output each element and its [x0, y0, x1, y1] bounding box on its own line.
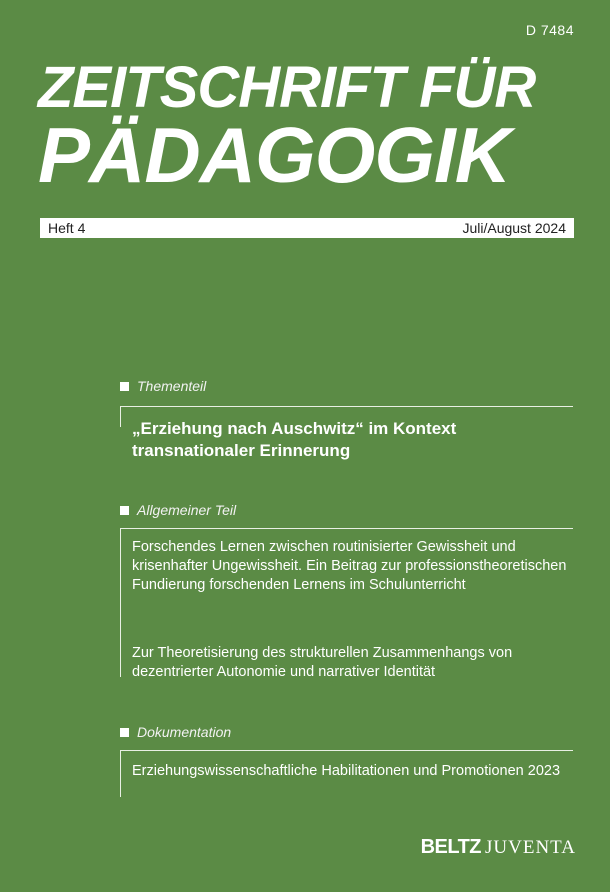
issue-date: Juli/August 2024 [462, 220, 566, 236]
bullet-icon [120, 382, 129, 391]
catalog-code: D 7484 [525, 22, 574, 38]
section-label: Allgemeiner Teil [137, 502, 237, 518]
section-head-allgemeiner-teil [120, 502, 236, 518]
article-forschendes-lernen: Forschendes Lernen zwischen routinisierter Gewissheit und krisenhafter Ungewissheit. Ein Beitrag zur professionstheoretischen Fundierung forschenden Lernens im Schulunterricht [132, 539, 567, 593]
section-head-thementeil [120, 378, 206, 394]
issue-bar [40, 218, 574, 238]
bullet-icon [120, 728, 129, 737]
article-theoretisierung: Zur Theoretisierung des strukturellen Zusammenhangs von dezentrierter Autonomie und narrativer Identität [132, 645, 513, 680]
publisher-logo [421, 836, 576, 859]
article-dokumentation: Erziehungswissenschaftliche Habilitationen und Promotionen 2023 [132, 763, 561, 779]
title-line-2: PÄDAGOGIK [38, 111, 511, 200]
section-label: Thementeil [137, 378, 207, 394]
publisher-part1: BELTZ [420, 836, 482, 858]
thementeil-article: „Erziehung nach Auschwitz“ im Kontext transnationaler Erinnerung [132, 419, 457, 460]
issue-number: Heft 4 [48, 220, 86, 236]
section-label: Dokumentation [137, 724, 232, 740]
journal-title [38, 55, 586, 200]
section-head-dokumentation [120, 724, 231, 740]
bullet-icon [120, 506, 129, 515]
publisher-part2: JUVENTA [485, 837, 576, 858]
title-line-1: ZEITSCHRIFT FÜR [38, 55, 536, 120]
